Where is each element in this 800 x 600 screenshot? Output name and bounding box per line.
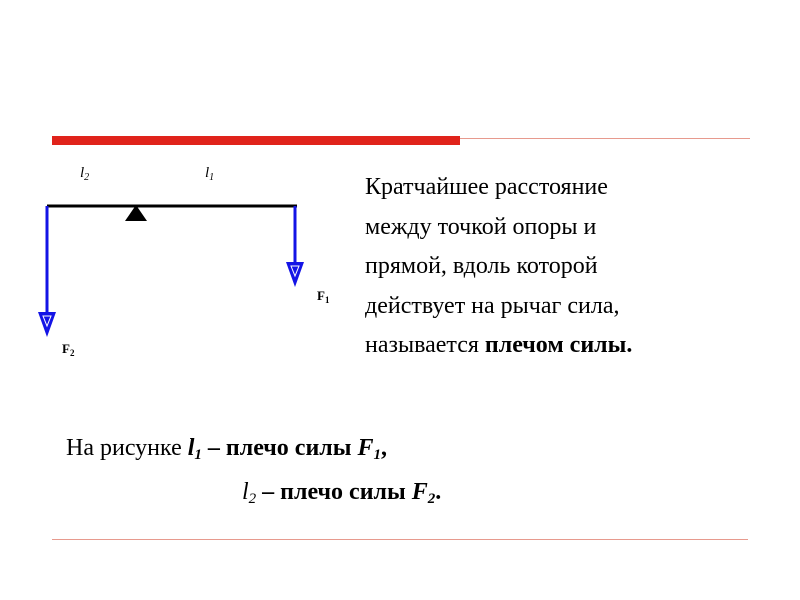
figure-caption bbox=[66, 426, 766, 514]
label-l1: $l_1$ bbox=[205, 165, 215, 183]
definition-line-5-regular: называется bbox=[365, 332, 485, 358]
force-arrow-f2 bbox=[38, 206, 56, 337]
force-arrow-f1 bbox=[286, 206, 304, 287]
definition-term: плечом силы. bbox=[484, 332, 633, 358]
definition-line-4: действует на рычаг сила, bbox=[365, 292, 620, 319]
label-f1: $F_1$ bbox=[317, 288, 330, 305]
definition-line-5 bbox=[365, 326, 765, 366]
definition-line-1: Кратчайшее расстояние bbox=[365, 174, 608, 200]
definition-line-3: прямой, вдоль которой bbox=[365, 253, 598, 279]
definition-text bbox=[365, 168, 765, 366]
bottom-thin-rule bbox=[52, 539, 748, 540]
caption-l1-statement: $l_1$ – плечо силы $F_1$, bbox=[187, 435, 387, 463]
label-l2: $l_2$ bbox=[80, 165, 90, 183]
caption-line-1 bbox=[66, 426, 766, 470]
label-f2: $F_2$ bbox=[62, 341, 75, 358]
caption-line-2 bbox=[66, 470, 766, 514]
definition-line-2: между точкой опоры и bbox=[365, 213, 597, 240]
caption-prefix: На рисунке bbox=[66, 435, 188, 461]
caption-l2-statement: $l_2$ – плечо силы $F_2$. bbox=[242, 479, 442, 507]
